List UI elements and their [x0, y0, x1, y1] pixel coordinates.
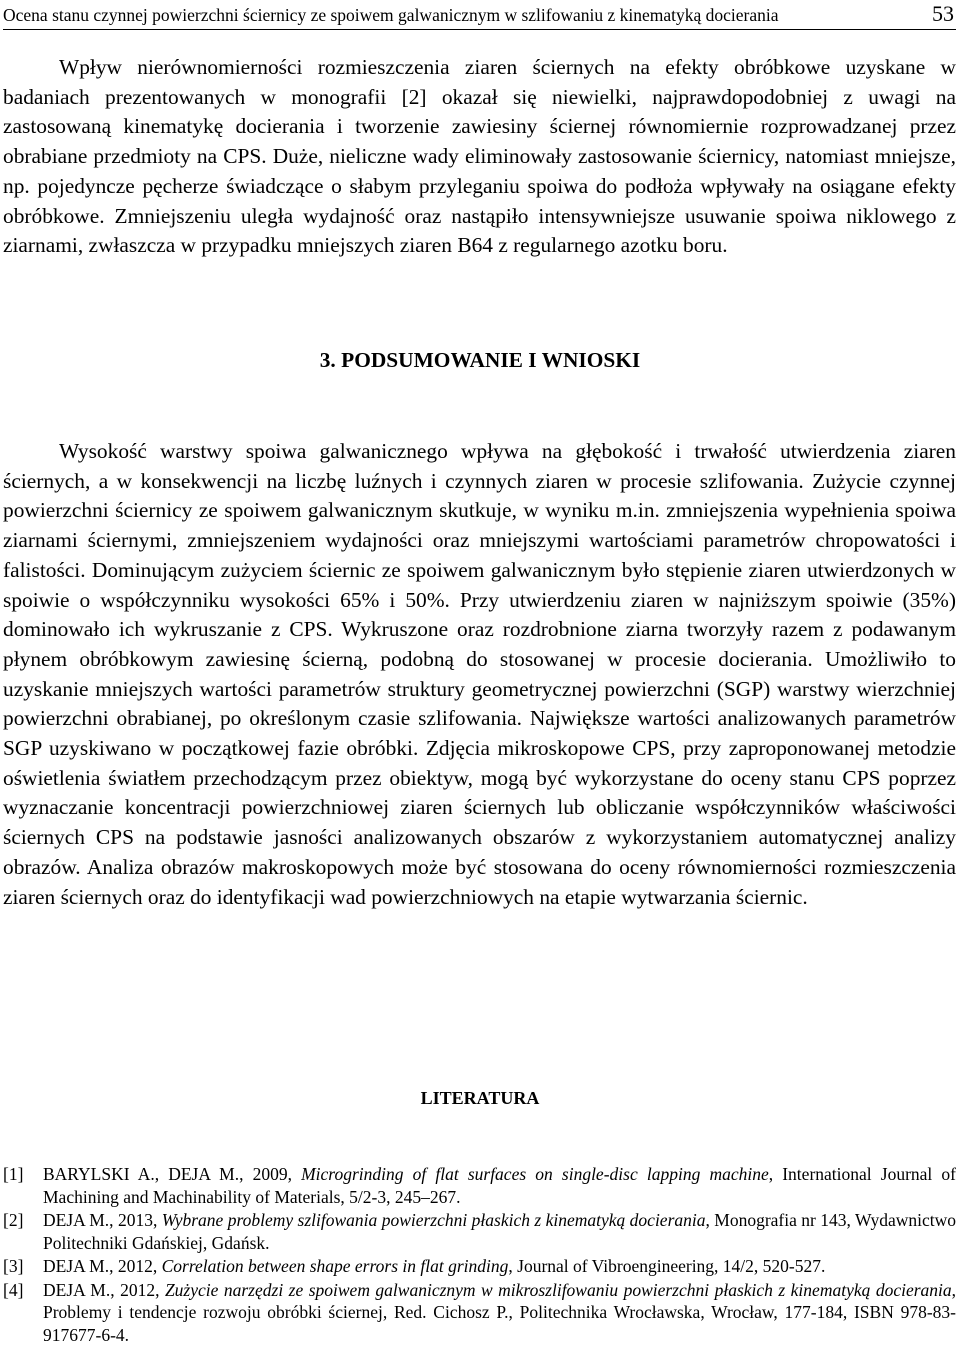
reference-number: [4]: [3, 1279, 24, 1300]
reference-authors: DEJA M.: [43, 1256, 110, 1276]
reference-authors: DEJA M.: [43, 1210, 110, 1230]
reference-body: [43, 1279, 956, 1347]
reference-title: Zużycie narzędzi ze spoiwem galwanicznym w mikroszlifowaniu powierzchni płaskich z kinematyką docierania: [164, 1279, 952, 1300]
reference-number: [3]: [3, 1256, 24, 1276]
reference-item: [3, 1279, 956, 1347]
literature-heading: LITERATURA: [420, 1088, 540, 1108]
reference-title: Wybrane problemy szlifowania powierzchni płaskich z kinematyką docierania: [161, 1210, 706, 1230]
reference-title: Correlation between shape errors in flat grinding: [161, 1256, 509, 1276]
reference-body: [43, 1255, 956, 1278]
page-number: 53: [932, 1, 954, 26]
reference-authors: DEJA M.: [43, 1279, 111, 1300]
reference-details: , International Journal of Machining and Machinability of Materials, 5/2-3, 245–267.: [43, 1164, 956, 1207]
reference-title: Microgrinding of flat surfaces on single-disc lapping machine: [301, 1164, 769, 1184]
reference-details: , Problemy i tendencje rozwoju obróbki ściernej, Red. Cichosz P., Politechnika Wrocławska, Wrocław, 177-184, ISBN 978-83-917677-6-4.: [43, 1279, 957, 1345]
running-title: Ocena stanu czynnej powierzchni ściernicy ze spoiwem galwanicznym w szlifowaniu z kinematyką docierania: [3, 5, 779, 25]
reference-number: [2]: [3, 1210, 24, 1230]
reference-details: , Journal of Vibroengineering, 14/2, 520-527.: [508, 1256, 826, 1276]
paragraph-2: Wysokość warstwy spoiwa galwanicznego wpływa na głębokość i trwałość utwierdzenia ziaren ściernych, a w konsekwencji na liczbę luźnych i czynnych ziaren w procesie szlifowania. Zużycie czynnej powierzchni ściernicy ze spoiwem galwanicznym skutkuje, w wyniku m.in. zmniejszenia wypełnienia spoiwa ziarnami ściernymi, zmniejszeniem wydajności oraz mniejszymi wartościami parametrów chropowatości i falistości. Dominującym zużyciem ściernic ze spoiwem galwanicznym było stępienie ziaren utwierdzonych w spoiwie o współczynniku wysokości 65% i 50%. Przy utwierdzeniu ziaren w najniższym spoiwie (35%) dominowało ich wykruszanie z CPS. Wykruszone oraz rozdrobnione ziarna tworzyły razem z podawanym płynem obróbkowym zawiesinę ścierną, podobną do stosowanej w procesie docierania. Umożliwiło to uzyskanie mniejszych wartości parametrów struktury geometrycznej powierzchni (SGP) warstwy wierzchniej powierzchni obrabianej, po określonym czasie szlifowania. Największe wartości analizowanych parametrów SGP uzyskiwano w początkowej fazie obróbki. Zdjęcia mikroskopowe CPS, przy zaproponowanej metodzie oświetlenia światłem przechodzącym przez obiektyw, mogą być wykorzystane do oceny stanu CPS poprzez wyznaczanie koncentracji powierzchniowej ziaren ściernych lub obliczanie współczynników właściwości ściernych CPS na podstawie jasności analizowanych obszarów z wykorzystaniem automatycznej analizy obrazów. Analiza obrazów makroskopowych może być stosowana do oceny równomierności rozmieszczenia ziaren ściernych oraz do identyfikacji wad powierzchniowych na etapie wytwarzania ściernic.: [3, 439, 956, 909]
reference-number: [1]: [3, 1164, 24, 1184]
reference-body: [43, 1163, 956, 1208]
reference-list: [3, 1163, 956, 1346]
reference-year: , 2012,: [110, 1279, 165, 1300]
reference-year: , 2009,: [239, 1164, 302, 1184]
reference-body: [43, 1209, 956, 1254]
reference-authors: BARYLSKI A., DEJA M.: [43, 1164, 240, 1184]
reference-item: [3, 1255, 956, 1278]
paragraph-1: Wpływ nierównomierności rozmieszczenia ziaren ściernych na efekty obróbkowe uzyskane w badaniach prezentowanych w monografii [2] okazał się niewielki, najprawdopodobniej z uwagi na zastosowaną kinematykę docierania i tworzenie zawiesiny ściernej równomiernie rozprowadzanej przez obrabiane przedmioty na CPS. Duże, nieliczne wady eliminowały zastosowanie ściernicy, natomiast mniejsze, np. pojedyncze pęcherze świadczące o słabym przyleganiu spoiwa do podłoża wpływały na osiągane efekty obróbkowe. Zmniejszeniu uległa wydajność oraz nastąpiło intensywniejsze usuwanie spoiwa niklowego z ziarnami, zwłaszcza w przypadku mniejszych ziaren B64 z regularnego azotku boru.: [3, 55, 956, 258]
reference-year: , 2013,: [109, 1210, 162, 1230]
running-header: [3, 0, 956, 30]
reference-details: , Monografia nr 143, Wydawnictwo Politechniki Gdańskiej, Gdańsk.: [43, 1210, 956, 1253]
reference-year: , 2012,: [109, 1256, 162, 1276]
reference-item: [3, 1209, 956, 1254]
reference-item: [3, 1163, 956, 1208]
section-heading-conclusions: 3. PODSUMOWANIE I WNIOSKI: [319, 348, 641, 372]
